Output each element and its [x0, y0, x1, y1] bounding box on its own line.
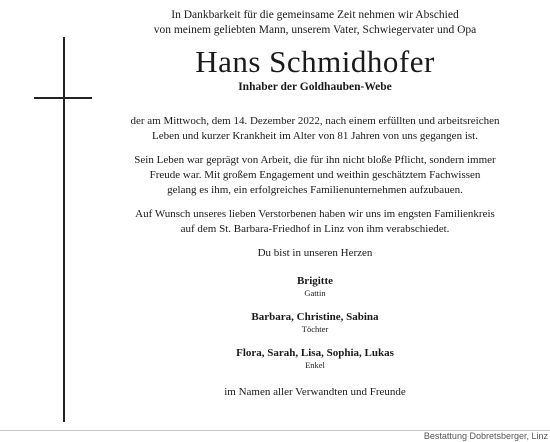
deceased-role: Inhaber der Goldhauben-Webe	[238, 81, 392, 93]
deceased-name: Hans Schmidhofer	[195, 44, 435, 79]
family-relation: Enkel	[305, 360, 325, 370]
intro-line-1: In Dankbarkeit für die gemeinsame Zeit nehmen wir Abschied	[171, 9, 459, 21]
family-relation: Töchter	[301, 324, 329, 334]
family-names: Barbara, Christine, Sabina	[251, 311, 379, 323]
paragraph-life	[100, 153, 530, 198]
family-group-grandchildren	[100, 347, 530, 371]
paragraph-line: der am Mittwoch, dem 14. Dezember 2022, nach einem erfüllten und arbeitsreichen	[130, 115, 500, 127]
family-names: Brigitte	[296, 275, 334, 287]
paragraph-line: Sein Leben war geprägt von Arbeit, die für ihn nicht bloße Pflicht, sondern immer	[134, 154, 496, 166]
funeral-home-credit: Bestattung Dobretsberger, Linz	[423, 431, 548, 441]
paragraph-line: gelang es ihm, ein erfolgreiches Familienunternehmen aufzubauen.	[167, 184, 463, 196]
family-relation: Gattin	[304, 288, 326, 298]
paragraph-line: Freude war. Mit großem Engagement und weithin geschätztem Fachwissen	[149, 169, 481, 181]
cross-icon-horizontal	[34, 97, 92, 99]
closing-line: Du bist in unseren Herzen	[257, 247, 373, 259]
family-group-spouse	[100, 275, 530, 299]
notice-content	[100, 0, 530, 400]
intro-line-2: von meinem geliebten Mann, unserem Vater, Schwiegervater und Opa	[153, 24, 477, 36]
paragraph-line: Leben und kurzer Krankheit im Alter von 81 Jahren von uns gegangen ist.	[152, 130, 478, 142]
intro-text	[100, 8, 530, 38]
paragraph-passing	[100, 114, 530, 144]
relatives-line: im Namen aller Verwandten und Freunde	[224, 386, 406, 398]
paragraph-funeral	[100, 207, 530, 237]
family-group-daughters	[100, 311, 530, 335]
paragraph-line: auf dem St. Barbara-Friedhof in Linz von ihm verabschiedet.	[180, 223, 450, 235]
paragraph-line: Auf Wunsch unseres lieben Verstorbenen haben wir uns im engsten Familienkreis	[135, 208, 495, 220]
family-names: Flora, Sarah, Lisa, Sophia, Lukas	[236, 347, 394, 359]
cross-icon-vertical	[63, 37, 65, 422]
